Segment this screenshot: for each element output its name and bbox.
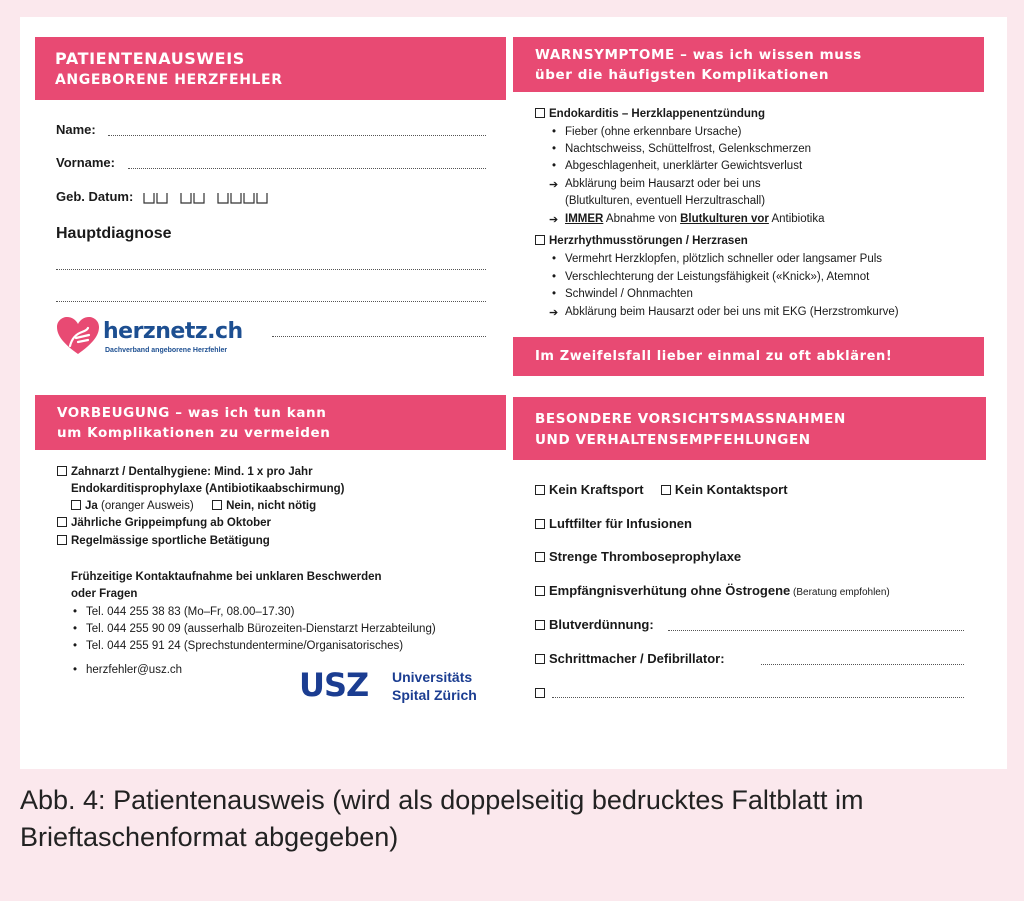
empfaengnis-note: (Beratung empfohlen) — [790, 587, 890, 598]
herznetz-name: herznetz.ch — [103, 319, 243, 344]
warn-title: WARNSYMPTOME – was ich wissen muss — [535, 47, 862, 63]
vorsicht-title: BESONDERE VORSICHTSMASSNAHMEN — [535, 411, 846, 427]
rhythm-item-3: • Schwindel / Ohnmachten — [565, 288, 693, 300]
herznetz-logo — [56, 316, 256, 360]
rhythm-title-row — [535, 235, 748, 247]
zahnarzt-checkbox[interactable] — [57, 466, 67, 476]
kraftsport-text: Kein Kraftsport — [549, 482, 644, 497]
rhythm-title: Herzrhythmusstörungen / Herzrasen — [549, 235, 748, 247]
vorbeugung-title: VORBEUGUNG – was ich tun kann — [57, 405, 327, 421]
endo-item-1: • Fieber (ohne erkennbare Ursache) — [565, 126, 741, 138]
patient-id-subtitle: ANGEBORENE HERZFEHLER — [55, 72, 283, 88]
birthdate-label: Geb. Datum: — [56, 189, 134, 204]
luftfilter-text: Luftfilter für Infusionen — [549, 516, 692, 531]
birthdate-box-glyphs — [143, 191, 288, 205]
contact-phone-3[interactable]: • Tel. 044 255 91 24 (Sprechstundentermine/Organisatorisches) — [86, 640, 403, 652]
usz-abbr: USZ — [299, 666, 369, 704]
endo-arrow-1-cont: (Blutkulturen, eventuell Herzultraschall) — [565, 195, 766, 207]
schrittmacher-field[interactable] — [761, 664, 964, 665]
zweifel-banner — [513, 337, 984, 376]
endo-title-row — [535, 108, 765, 120]
ja-label: Ja — [85, 500, 98, 512]
endo-item-3: • Abgeschlagenheit, unerklärter Gewichtsverlust — [565, 160, 802, 172]
other-checkbox[interactable] — [535, 688, 545, 698]
name-field[interactable] — [108, 135, 486, 136]
rhythm-item-1: • Vermehrt Herzklopfen, plötzlich schneller oder langsamer Puls — [565, 253, 882, 265]
endoprophylaxe-text: Endokarditisprophylaxe (Antibiotikaabschirmung) — [71, 483, 345, 495]
warn-subtitle: über die häufigsten Komplikationen — [535, 67, 830, 83]
luftfilter-checkbox[interactable] — [535, 519, 545, 529]
vorbeugung-banner — [35, 395, 506, 450]
vorbeugung-subtitle: um Komplikationen zu vermeiden — [57, 425, 331, 441]
endo-checkbox[interactable] — [535, 108, 545, 118]
herznetz-subtitle: Dachverband angeborene Herzfehler — [105, 347, 228, 354]
grippe-checkbox[interactable] — [57, 517, 67, 527]
endo-arrow-2 — [565, 213, 825, 225]
blutkulturen-text: Blutkulturen vor — [680, 213, 769, 225]
contact-phone-1[interactable]: • Tel. 044 255 38 83 (Mo–Fr, 08.00–17.30) — [86, 606, 294, 618]
antibiotika-text: Antibiotika — [768, 213, 825, 225]
name-label: Name: — [56, 122, 96, 137]
zahnarzt-text: Zahnarzt / Dentalhygiene: Mind. 1 x pro Jahr — [71, 466, 313, 478]
blutverduennung-text: Blutverdünnung: — [549, 617, 654, 632]
empfaengnis-checkbox[interactable] — [535, 586, 545, 596]
caption-line-1: Abb. 4: Patientenausweis (wird als doppelseitig bedrucktes Faltblatt im — [20, 785, 864, 815]
ja-nein-row — [71, 500, 316, 512]
heart-hand-icon — [56, 316, 100, 356]
other-row — [535, 685, 549, 700]
grippe-text: Jährliche Grippeimpfung ab Oktober — [71, 517, 272, 529]
usz-line-2: Spital Zürich — [392, 687, 477, 703]
diagnosis-line-3[interactable] — [272, 336, 486, 337]
kraftsport-checkbox[interactable] — [535, 485, 545, 495]
patient-id-banner — [35, 37, 506, 100]
thrombose-row — [535, 549, 741, 564]
immer-text: IMMER — [565, 213, 604, 225]
figure-caption — [20, 782, 1010, 856]
contact-email[interactable]: • herzfehler@usz.ch — [86, 664, 182, 676]
kontaktsport-checkbox[interactable] — [661, 485, 671, 495]
sport-restrictions-row — [535, 482, 788, 497]
other-field[interactable] — [552, 697, 964, 698]
diagnosis-line-2[interactable] — [56, 301, 486, 302]
thrombose-text: Strenge Thromboseprophylaxe — [549, 549, 742, 564]
usz-logo — [299, 668, 494, 708]
vorname-label: Vorname: — [56, 155, 115, 170]
kontakt-line-1: Frühzeitige Kontaktaufnahme bei unklaren Beschwerden — [71, 571, 382, 583]
zweifel-text: Im Zweifelsfall lieber einmal zu oft abklären! — [535, 349, 893, 364]
usz-line-1: Universitäts — [392, 669, 473, 685]
diagnosis-line-1[interactable] — [56, 269, 486, 270]
empfaengnis-row — [535, 583, 890, 598]
luftfilter-row — [535, 516, 692, 531]
sport-row — [57, 535, 270, 547]
rhythm-item-2: • Verschlechterung der Leistungsfähigkeit («Knick»), Atemnot — [565, 271, 869, 283]
nein-checkbox[interactable] — [212, 500, 222, 510]
blutverduennung-checkbox[interactable] — [535, 620, 545, 630]
blutverduennung-row — [535, 617, 654, 632]
abnahme-text: Abnahme von — [603, 213, 681, 225]
patient-card — [20, 17, 1007, 769]
ja-checkbox[interactable] — [71, 500, 81, 510]
schrittmacher-checkbox[interactable] — [535, 654, 545, 664]
vorsicht-banner — [513, 397, 986, 460]
birthdate-boxes[interactable] — [143, 190, 288, 204]
blutverduennung-field[interactable] — [668, 630, 964, 631]
contact-phone-2[interactable]: • Tel. 044 255 90 09 (ausserhalb Bürozeiten-Dienstarzt Herzabteilung) — [86, 623, 436, 635]
vorname-field[interactable] — [128, 168, 486, 169]
vorsicht-subtitle: UND VERHALTENSEMPFEHLUNGEN — [535, 432, 811, 448]
rhythm-arrow: ➔ Abklärung beim Hausarzt oder bei uns mit EKG (Herzstromkurve) — [565, 306, 899, 318]
thrombose-checkbox[interactable] — [535, 552, 545, 562]
kontaktsport-text: Kein Kontaktsport — [674, 482, 788, 497]
schrittmacher-row — [535, 651, 725, 666]
sport-text: Regelmässige sportliche Betätigung — [71, 535, 270, 547]
patient-id-title: PATIENTENAUSWEIS — [55, 49, 245, 68]
empfaengnis-text: Empfängnisverhütung ohne Östrogene — [549, 583, 791, 598]
sport-checkbox[interactable] — [57, 535, 67, 545]
endo-arrow-1: ➔ Abklärung beim Hausarzt oder bei uns — [565, 178, 761, 190]
endo-title: Endokarditis – Herzklappenentzündung — [549, 108, 765, 120]
hauptdiagnose-label: Hauptdiagnose — [56, 225, 172, 242]
kontakt-line-2: oder Fragen — [71, 588, 138, 600]
endo-item-2: • Nachtschweiss, Schüttelfrost, Gelenkschmerzen — [565, 143, 811, 155]
warn-banner — [513, 37, 984, 92]
caption-line-2: Brieftaschenformat abgegeben) — [20, 822, 399, 852]
grippe-row — [57, 517, 271, 529]
zahnarzt-row — [57, 466, 313, 478]
ja-note: (oranger Ausweis) — [97, 500, 194, 512]
nein-label: Nein, nicht nötig — [226, 500, 317, 512]
schrittmacher-text: Schrittmacher / Defibrillator: — [549, 651, 725, 666]
rhythm-checkbox[interactable] — [535, 235, 545, 245]
